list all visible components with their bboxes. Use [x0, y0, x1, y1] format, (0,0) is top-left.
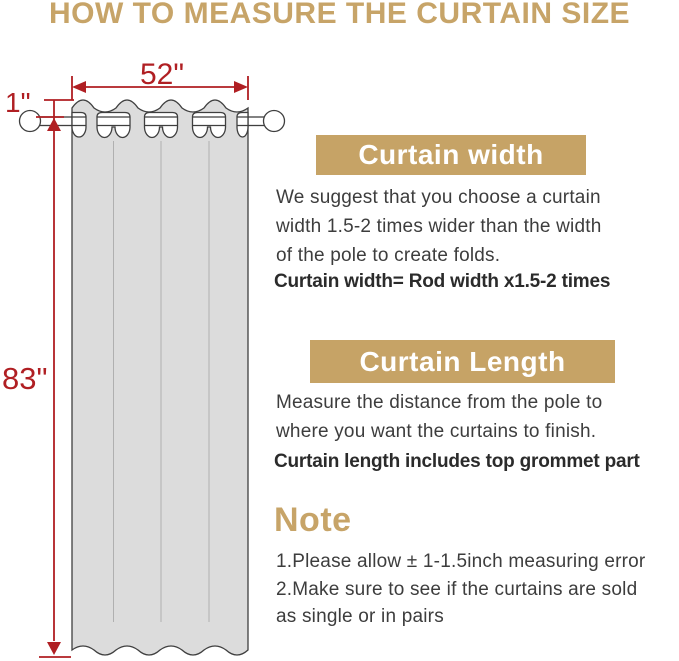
length-measure-label: 83"	[2, 361, 48, 396]
body-line: We suggest that you choose a curtain	[276, 187, 601, 208]
note-line: 2.Make sure to see if the curtains are sold	[276, 578, 638, 600]
grommet-measure-label: 1"	[5, 87, 31, 118]
section-header-curtain-length: Curtain Length	[310, 340, 615, 383]
grommet-hole	[72, 113, 86, 138]
note-heading: Note	[274, 501, 352, 539]
page-title: HOW TO MEASURE THE CURTAIN SIZE	[48, 0, 631, 30]
curtain-diagram	[0, 0, 310, 661]
curtain-width-description	[276, 183, 601, 270]
body-line: where you want the curtains to finish.	[276, 421, 597, 442]
note-line: as single or in pairs	[276, 606, 444, 627]
arrowhead-left	[72, 81, 86, 93]
grommet-hole	[237, 113, 248, 138]
curtain-length-formula: Curtain length includes top grommet part	[274, 451, 640, 472]
curtain-length-description	[276, 388, 602, 446]
rod-finial-right	[264, 111, 285, 132]
note-list	[276, 548, 645, 631]
width-measurement	[72, 58, 248, 100]
curtain-panel	[72, 100, 248, 655]
arrowhead-down	[47, 642, 61, 655]
body-line: Measure the distance from the pole to	[276, 392, 603, 413]
section-header-curtain-width: Curtain width	[316, 135, 586, 175]
body-line: of the pole to create folds.	[276, 245, 501, 266]
body-line: width 1.5-2 times wider than the width	[276, 216, 602, 237]
length-measurement	[2, 87, 74, 657]
note-line: 1.Please allow ± 1-1.5inch measuring error	[276, 551, 646, 572]
arrowhead-right	[234, 81, 248, 93]
curtain-width-formula: Curtain width= Rod width x1.5-2 times	[274, 271, 611, 292]
width-measure-label: 52"	[139, 58, 185, 91]
